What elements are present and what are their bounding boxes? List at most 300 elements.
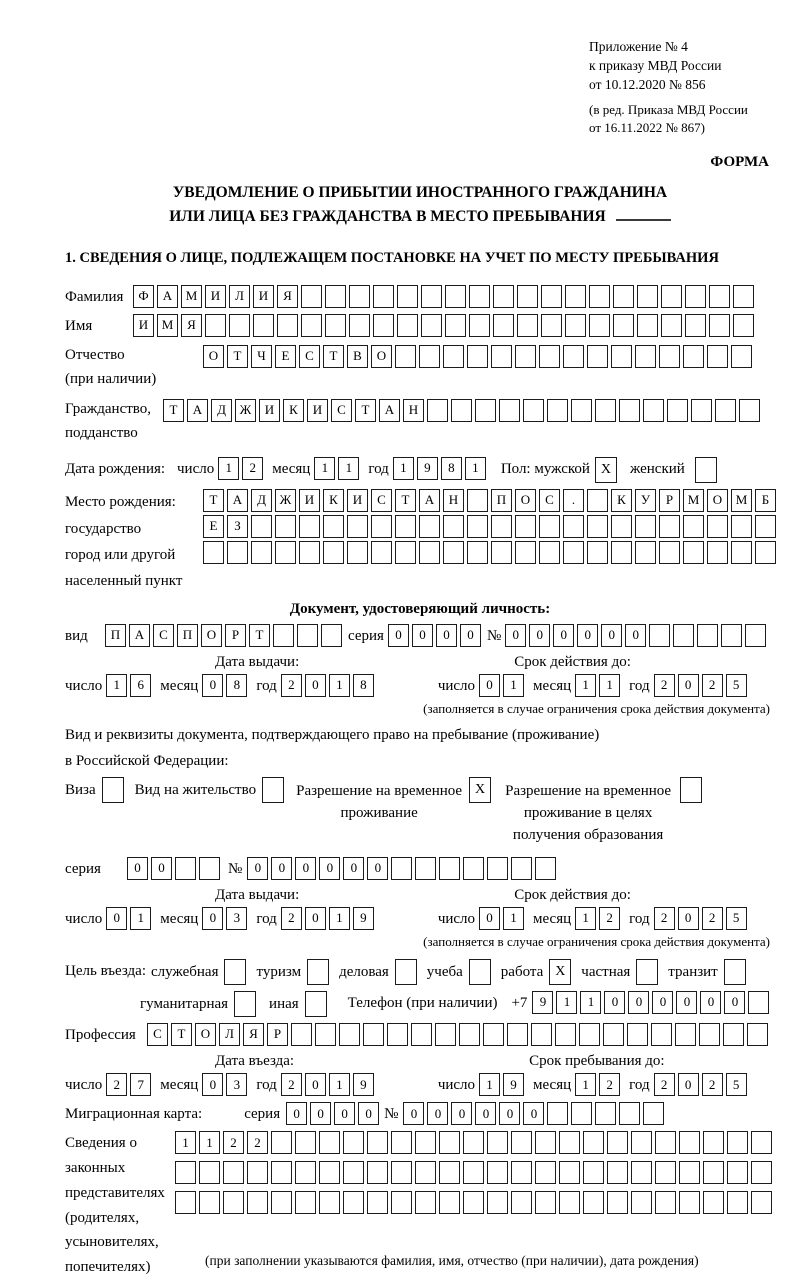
form-cell[interactable]: 1: [556, 991, 577, 1014]
form-cell[interactable]: [563, 515, 584, 538]
form-cell[interactable]: [467, 489, 488, 512]
form-cell[interactable]: 0: [286, 1102, 307, 1125]
form-cell[interactable]: 2: [654, 1073, 675, 1096]
form-cell[interactable]: 8: [441, 457, 462, 480]
form-cell[interactable]: [224, 959, 246, 985]
form-cell[interactable]: 0: [553, 624, 574, 647]
form-cell[interactable]: З: [227, 515, 248, 538]
form-cell[interactable]: [731, 541, 752, 564]
form-cell[interactable]: [661, 285, 682, 308]
form-cell[interactable]: [523, 399, 544, 422]
form-cell[interactable]: [595, 1102, 616, 1125]
form-cell[interactable]: 0: [151, 857, 172, 880]
form-cell[interactable]: 0: [479, 674, 500, 697]
form-cell[interactable]: [421, 314, 442, 337]
form-cell[interactable]: [301, 314, 322, 337]
form-cell[interactable]: [199, 1161, 220, 1184]
form-cell[interactable]: X: [469, 777, 491, 803]
form-cell[interactable]: [727, 1191, 748, 1214]
form-cell[interactable]: [395, 541, 416, 564]
form-cell[interactable]: И: [133, 314, 154, 337]
form-cell[interactable]: С: [371, 489, 392, 512]
form-cell[interactable]: [635, 345, 656, 368]
form-cell[interactable]: 0: [628, 991, 649, 1014]
form-cell[interactable]: 0: [202, 674, 223, 697]
form-cell[interactable]: [487, 1131, 508, 1154]
form-cell[interactable]: [271, 1191, 292, 1214]
form-cell[interactable]: X: [595, 457, 617, 483]
form-cell[interactable]: [271, 1131, 292, 1154]
form-cell[interactable]: [415, 1191, 436, 1214]
form-cell[interactable]: [421, 285, 442, 308]
form-cell[interactable]: А: [129, 624, 150, 647]
form-cell[interactable]: 9: [417, 457, 438, 480]
form-cell[interactable]: Т: [323, 345, 344, 368]
form-cell[interactable]: [262, 777, 284, 803]
form-cell[interactable]: [619, 1102, 640, 1125]
form-cell[interactable]: А: [157, 285, 178, 308]
form-cell[interactable]: 0: [523, 1102, 544, 1125]
form-cell[interactable]: [277, 314, 298, 337]
form-cell[interactable]: [539, 541, 560, 564]
form-cell[interactable]: [347, 541, 368, 564]
form-cell[interactable]: 6: [130, 674, 151, 697]
form-cell[interactable]: [511, 1131, 532, 1154]
form-cell[interactable]: [613, 285, 634, 308]
form-cell[interactable]: [439, 857, 460, 880]
form-cell[interactable]: [499, 399, 520, 422]
form-cell[interactable]: [343, 1191, 364, 1214]
form-cell[interactable]: 3: [226, 1073, 247, 1096]
form-cell[interactable]: [583, 1161, 604, 1184]
form-cell[interactable]: 0: [305, 907, 326, 930]
form-cell[interactable]: 1: [218, 457, 239, 480]
form-cell[interactable]: [515, 345, 536, 368]
form-cell[interactable]: 1: [575, 674, 596, 697]
form-cell[interactable]: [395, 959, 417, 985]
form-cell[interactable]: [635, 515, 656, 538]
form-cell[interactable]: [487, 1191, 508, 1214]
form-cell[interactable]: 1: [580, 991, 601, 1014]
form-cell[interactable]: [373, 285, 394, 308]
form-cell[interactable]: [419, 515, 440, 538]
form-cell[interactable]: С: [153, 624, 174, 647]
form-cell[interactable]: 0: [724, 991, 745, 1014]
form-cell[interactable]: 0: [334, 1102, 355, 1125]
form-cell[interactable]: [347, 515, 368, 538]
form-cell[interactable]: [724, 959, 746, 985]
form-cell[interactable]: 2: [281, 907, 302, 930]
form-cell[interactable]: 2: [702, 674, 723, 697]
form-cell[interactable]: [541, 314, 562, 337]
form-cell[interactable]: 3: [226, 907, 247, 930]
form-cell[interactable]: [587, 489, 608, 512]
form-cell[interactable]: [445, 314, 466, 337]
form-cell[interactable]: 0: [604, 991, 625, 1014]
form-cell[interactable]: [727, 1131, 748, 1154]
form-cell[interactable]: [397, 314, 418, 337]
form-cell[interactable]: [445, 285, 466, 308]
form-cell[interactable]: 1: [130, 907, 151, 930]
form-cell[interactable]: [475, 399, 496, 422]
form-cell[interactable]: [469, 314, 490, 337]
form-cell[interactable]: 0: [127, 857, 148, 880]
form-cell[interactable]: 1: [338, 457, 359, 480]
form-cell[interactable]: 0: [678, 674, 699, 697]
form-cell[interactable]: [339, 1023, 360, 1046]
form-cell[interactable]: [748, 991, 769, 1014]
form-cell[interactable]: [535, 1131, 556, 1154]
form-cell[interactable]: [709, 285, 730, 308]
form-cell[interactable]: 0: [479, 907, 500, 930]
form-cell[interactable]: [323, 515, 344, 538]
form-cell[interactable]: [703, 1161, 724, 1184]
form-cell[interactable]: [649, 624, 670, 647]
form-cell[interactable]: 8: [226, 674, 247, 697]
form-cell[interactable]: [515, 515, 536, 538]
form-cell[interactable]: И: [307, 399, 328, 422]
form-cell[interactable]: [321, 624, 342, 647]
form-cell[interactable]: [655, 1131, 676, 1154]
form-cell[interactable]: [305, 991, 327, 1017]
form-cell[interactable]: А: [419, 489, 440, 512]
form-cell[interactable]: О: [371, 345, 392, 368]
form-cell[interactable]: Я: [243, 1023, 264, 1046]
form-cell[interactable]: [367, 1191, 388, 1214]
form-cell[interactable]: [555, 1023, 576, 1046]
form-cell[interactable]: 2: [599, 907, 620, 930]
form-cell[interactable]: [571, 1102, 592, 1125]
form-cell[interactable]: 1: [479, 1073, 500, 1096]
form-cell[interactable]: 0: [367, 857, 388, 880]
form-cell[interactable]: И: [299, 489, 320, 512]
form-cell[interactable]: [703, 1191, 724, 1214]
form-cell[interactable]: [636, 959, 658, 985]
form-cell[interactable]: [659, 541, 680, 564]
form-cell[interactable]: Т: [203, 489, 224, 512]
form-cell[interactable]: [275, 541, 296, 564]
form-cell[interactable]: 0: [505, 624, 526, 647]
form-cell[interactable]: 5: [726, 1073, 747, 1096]
form-cell[interactable]: [511, 1191, 532, 1214]
form-cell[interactable]: 1: [465, 457, 486, 480]
form-cell[interactable]: [227, 541, 248, 564]
form-cell[interactable]: [563, 541, 584, 564]
form-cell[interactable]: Я: [181, 314, 202, 337]
form-cell[interactable]: [493, 285, 514, 308]
form-cell[interactable]: [463, 1161, 484, 1184]
form-cell[interactable]: 0: [319, 857, 340, 880]
form-cell[interactable]: [619, 399, 640, 422]
form-cell[interactable]: О: [707, 489, 728, 512]
form-cell[interactable]: [685, 285, 706, 308]
form-cell[interactable]: [655, 1191, 676, 1214]
form-cell[interactable]: 2: [702, 907, 723, 930]
form-cell[interactable]: О: [203, 345, 224, 368]
form-cell[interactable]: Ч: [251, 345, 272, 368]
form-cell[interactable]: [343, 1131, 364, 1154]
form-cell[interactable]: [659, 345, 680, 368]
form-cell[interactable]: [607, 1161, 628, 1184]
form-cell[interactable]: 0: [358, 1102, 379, 1125]
form-cell[interactable]: [731, 515, 752, 538]
form-cell[interactable]: [397, 285, 418, 308]
form-cell[interactable]: [559, 1161, 580, 1184]
form-cell[interactable]: Н: [443, 489, 464, 512]
form-cell[interactable]: Д: [211, 399, 232, 422]
form-cell[interactable]: [415, 1131, 436, 1154]
form-cell[interactable]: [234, 991, 256, 1017]
form-cell[interactable]: [443, 345, 464, 368]
form-cell[interactable]: 7: [130, 1073, 151, 1096]
form-cell[interactable]: Т: [163, 399, 184, 422]
form-cell[interactable]: [203, 541, 224, 564]
form-cell[interactable]: [511, 857, 532, 880]
form-cell[interactable]: Ф: [133, 285, 154, 308]
form-cell[interactable]: [439, 1131, 460, 1154]
form-cell[interactable]: 0: [305, 674, 326, 697]
form-cell[interactable]: [367, 1161, 388, 1184]
form-cell[interactable]: 2: [281, 1073, 302, 1096]
form-cell[interactable]: С: [147, 1023, 168, 1046]
form-cell[interactable]: [531, 1023, 552, 1046]
form-cell[interactable]: [343, 1161, 364, 1184]
form-cell[interactable]: [229, 314, 250, 337]
form-cell[interactable]: Я: [277, 285, 298, 308]
form-cell[interactable]: 9: [503, 1073, 524, 1096]
form-cell[interactable]: 0: [202, 907, 223, 930]
form-cell[interactable]: 1: [329, 1073, 350, 1096]
form-cell[interactable]: К: [323, 489, 344, 512]
form-cell[interactable]: 0: [451, 1102, 472, 1125]
form-cell[interactable]: [349, 314, 370, 337]
form-cell[interactable]: [627, 1023, 648, 1046]
form-cell[interactable]: 0: [343, 857, 364, 880]
form-cell[interactable]: [565, 314, 586, 337]
form-cell[interactable]: [411, 1023, 432, 1046]
form-cell[interactable]: [469, 285, 490, 308]
form-cell[interactable]: [547, 1102, 568, 1125]
form-cell[interactable]: 1: [599, 674, 620, 697]
form-cell[interactable]: [491, 541, 512, 564]
form-cell[interactable]: [613, 314, 634, 337]
form-cell[interactable]: [299, 515, 320, 538]
form-cell[interactable]: [493, 314, 514, 337]
form-cell[interactable]: [299, 541, 320, 564]
form-cell[interactable]: 2: [702, 1073, 723, 1096]
form-cell[interactable]: 0: [499, 1102, 520, 1125]
form-cell[interactable]: [427, 399, 448, 422]
form-cell[interactable]: Ж: [235, 399, 256, 422]
form-cell[interactable]: 0: [305, 1073, 326, 1096]
form-cell[interactable]: 0: [625, 624, 646, 647]
form-cell[interactable]: О: [515, 489, 536, 512]
form-cell[interactable]: [547, 399, 568, 422]
form-cell[interactable]: [751, 1131, 772, 1154]
form-cell[interactable]: [635, 541, 656, 564]
form-cell[interactable]: Т: [227, 345, 248, 368]
form-cell[interactable]: [199, 857, 220, 880]
form-cell[interactable]: [751, 1191, 772, 1214]
form-cell[interactable]: И: [347, 489, 368, 512]
form-cell[interactable]: И: [253, 285, 274, 308]
form-cell[interactable]: [595, 399, 616, 422]
form-cell[interactable]: [515, 541, 536, 564]
form-cell[interactable]: 5: [726, 674, 747, 697]
form-cell[interactable]: [451, 399, 472, 422]
form-cell[interactable]: [539, 515, 560, 538]
form-cell[interactable]: [587, 541, 608, 564]
form-cell[interactable]: [319, 1191, 340, 1214]
form-cell[interactable]: [517, 314, 538, 337]
form-cell[interactable]: [643, 399, 664, 422]
form-cell[interactable]: [349, 285, 370, 308]
form-cell[interactable]: 1: [175, 1131, 196, 1154]
form-cell[interactable]: 0: [271, 857, 292, 880]
form-cell[interactable]: [587, 345, 608, 368]
form-cell[interactable]: [467, 541, 488, 564]
form-cell[interactable]: [467, 345, 488, 368]
form-cell[interactable]: [301, 285, 322, 308]
form-cell[interactable]: [733, 285, 754, 308]
form-cell[interactable]: 9: [353, 1073, 374, 1096]
form-cell[interactable]: [637, 314, 658, 337]
form-cell[interactable]: 0: [403, 1102, 424, 1125]
form-cell[interactable]: О: [201, 624, 222, 647]
form-cell[interactable]: [247, 1191, 268, 1214]
form-cell[interactable]: [565, 285, 586, 308]
form-cell[interactable]: 0: [295, 857, 316, 880]
form-cell[interactable]: [651, 1023, 672, 1046]
form-cell[interactable]: [223, 1191, 244, 1214]
form-cell[interactable]: [739, 399, 760, 422]
form-cell[interactable]: 9: [532, 991, 553, 1014]
form-cell[interactable]: [205, 314, 226, 337]
form-cell[interactable]: [295, 1131, 316, 1154]
form-cell[interactable]: [325, 314, 346, 337]
form-cell[interactable]: [391, 1131, 412, 1154]
form-cell[interactable]: 0: [106, 907, 127, 930]
form-cell[interactable]: [631, 1131, 652, 1154]
form-cell[interactable]: [579, 1023, 600, 1046]
form-cell[interactable]: [391, 1191, 412, 1214]
form-cell[interactable]: 1: [393, 457, 414, 480]
form-cell[interactable]: Р: [225, 624, 246, 647]
form-cell[interactable]: С: [539, 489, 560, 512]
form-cell[interactable]: 0: [529, 624, 550, 647]
form-cell[interactable]: [541, 285, 562, 308]
form-cell[interactable]: [695, 457, 717, 483]
form-cell[interactable]: [539, 345, 560, 368]
form-cell[interactable]: [535, 1161, 556, 1184]
form-cell[interactable]: 1: [106, 674, 127, 697]
form-cell[interactable]: [715, 399, 736, 422]
form-cell[interactable]: [511, 1161, 532, 1184]
form-cell[interactable]: [680, 777, 702, 803]
form-cell[interactable]: [631, 1161, 652, 1184]
form-cell[interactable]: [667, 399, 688, 422]
form-cell[interactable]: [391, 857, 412, 880]
form-cell[interactable]: [459, 1023, 480, 1046]
form-cell[interactable]: [251, 541, 272, 564]
form-cell[interactable]: [319, 1161, 340, 1184]
form-cell[interactable]: 0: [460, 624, 481, 647]
form-cell[interactable]: [467, 515, 488, 538]
form-cell[interactable]: [709, 314, 730, 337]
form-cell[interactable]: У: [635, 489, 656, 512]
form-cell[interactable]: [679, 1191, 700, 1214]
form-cell[interactable]: [755, 515, 776, 538]
form-cell[interactable]: [733, 314, 754, 337]
form-cell[interactable]: Т: [171, 1023, 192, 1046]
form-cell[interactable]: Ж: [275, 489, 296, 512]
form-cell[interactable]: 1: [314, 457, 335, 480]
form-cell[interactable]: [679, 1161, 700, 1184]
form-cell[interactable]: [559, 1131, 580, 1154]
form-cell[interactable]: [631, 1191, 652, 1214]
form-cell[interactable]: [297, 624, 318, 647]
form-cell[interactable]: П: [105, 624, 126, 647]
form-cell[interactable]: 2: [223, 1131, 244, 1154]
form-cell[interactable]: [731, 345, 752, 368]
form-cell[interactable]: [683, 515, 704, 538]
form-cell[interactable]: 1: [575, 907, 596, 930]
form-cell[interactable]: [697, 624, 718, 647]
form-cell[interactable]: [391, 1161, 412, 1184]
form-cell[interactable]: Е: [203, 515, 224, 538]
form-cell[interactable]: 2: [242, 457, 263, 480]
form-cell[interactable]: [469, 959, 491, 985]
form-cell[interactable]: [307, 959, 329, 985]
form-cell[interactable]: [102, 777, 124, 803]
form-cell[interactable]: [517, 285, 538, 308]
form-cell[interactable]: [699, 1023, 720, 1046]
form-cell[interactable]: 1: [329, 674, 350, 697]
form-cell[interactable]: [387, 1023, 408, 1046]
form-cell[interactable]: 2: [106, 1073, 127, 1096]
form-cell[interactable]: 2: [599, 1073, 620, 1096]
form-cell[interactable]: [487, 857, 508, 880]
form-cell[interactable]: [587, 515, 608, 538]
form-cell[interactable]: [607, 1191, 628, 1214]
form-cell[interactable]: 0: [577, 624, 598, 647]
form-cell[interactable]: [199, 1191, 220, 1214]
form-cell[interactable]: [661, 314, 682, 337]
form-cell[interactable]: [655, 1161, 676, 1184]
form-cell[interactable]: [563, 345, 584, 368]
form-cell[interactable]: [175, 1161, 196, 1184]
form-cell[interactable]: [315, 1023, 336, 1046]
form-cell[interactable]: [367, 1131, 388, 1154]
form-cell[interactable]: [491, 345, 512, 368]
form-cell[interactable]: М: [181, 285, 202, 308]
form-cell[interactable]: X: [549, 959, 571, 985]
form-cell[interactable]: [721, 624, 742, 647]
form-cell[interactable]: [463, 1131, 484, 1154]
form-cell[interactable]: М: [683, 489, 704, 512]
form-cell[interactable]: С: [299, 345, 320, 368]
form-cell[interactable]: [439, 1161, 460, 1184]
form-cell[interactable]: [685, 314, 706, 337]
form-cell[interactable]: 0: [700, 991, 721, 1014]
form-cell[interactable]: А: [379, 399, 400, 422]
form-cell[interactable]: [583, 1191, 604, 1214]
form-cell[interactable]: П: [177, 624, 198, 647]
form-cell[interactable]: [483, 1023, 504, 1046]
form-cell[interactable]: [415, 857, 436, 880]
form-cell[interactable]: [323, 541, 344, 564]
form-cell[interactable]: [373, 314, 394, 337]
